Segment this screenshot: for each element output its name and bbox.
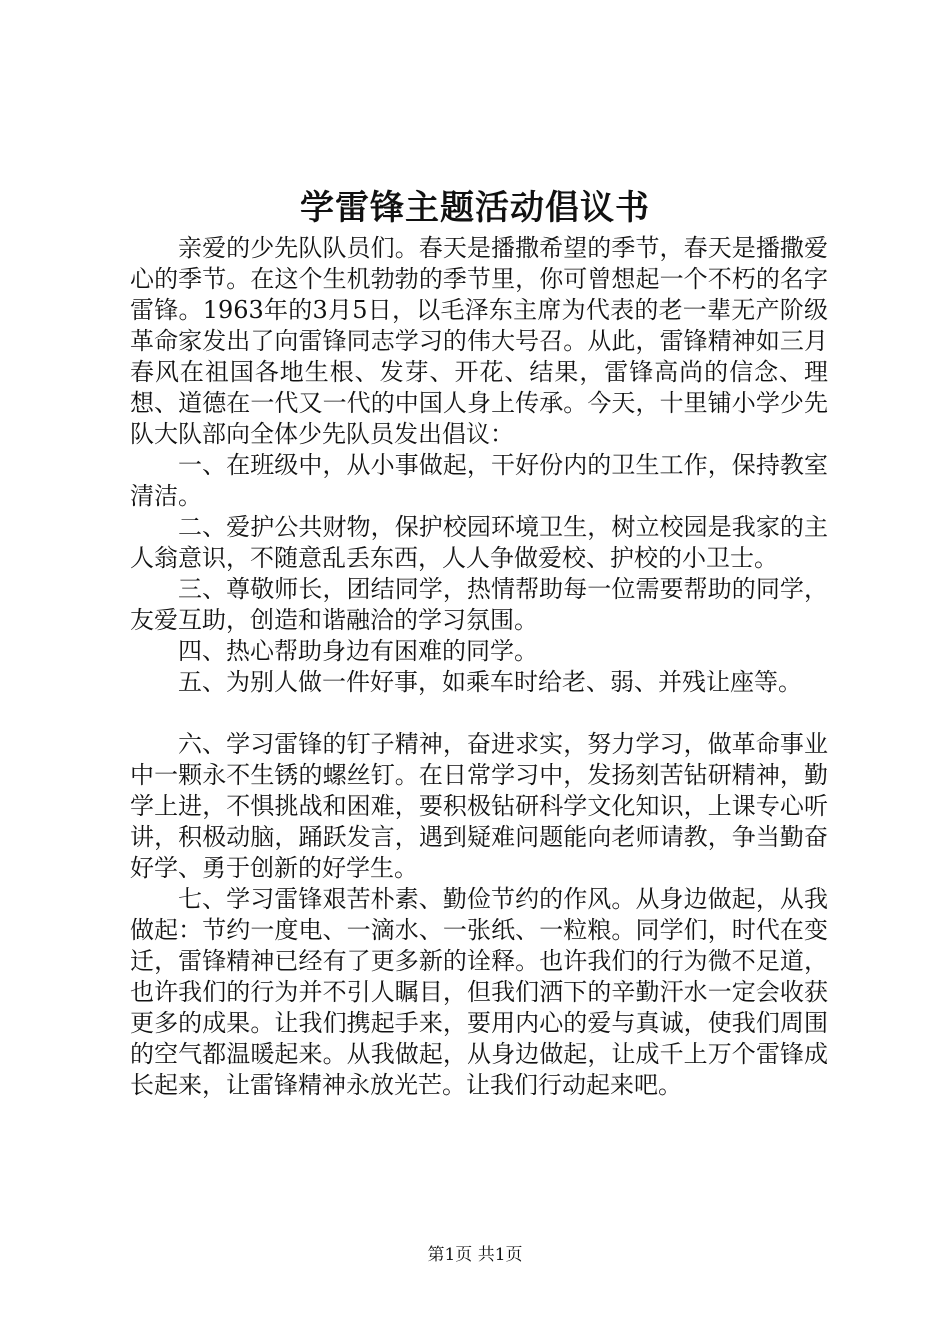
document-body — [130, 233, 828, 1101]
paragraph-intro: 亲爱的少先队队员们。春天是播撒希望的季节，春天是播撒爱心的季节。在这个生机勃勃的季节里，你可曾想起一个不朽的名字雷锋。1963年的3月5日，以毛泽东主席为代表的老一辈无产阶级革命家发出了向雷锋同志学习的伟大号召。从此，雷锋精神如三月春风在祖国各地生根、发芽、开花、结果，雷锋高尚的信念、理想、道德在一代又一代的中国人身上传承。今天，十里铺小学少先队大队部向全体少先队员发出倡议： — [130, 234, 828, 448]
paragraph-item-1: 一、在班级中，从小事做起，干好份内的卫生工作，保持教室清洁。 — [130, 451, 828, 510]
paragraph-item-5: 五、为别人做一件好事，如乘车时给老、弱、并残让座等。 — [178, 668, 802, 696]
document-title: 学雷锋主题活动倡议书 — [300, 188, 650, 228]
page-footer: 第1页 共1页 — [427, 1245, 523, 1265]
paragraph-item-6: 六、学习雷锋的钉子精神，奋进求实，努力学习，做革命事业中一颗永不生锈的螺丝钉。在日常学习中，发扬刻苦钻研精神，勤学上进，不惧挑战和困难，要积极钻研科学文化知识，上课专心听讲，积极动脑，踊跃发言，遇到疑难问题能向老师请教，争当勤奋好学、勇于创新的好学生。 — [130, 730, 828, 882]
paragraph-item-2: 二、爱护公共财物，保护校园环境卫生，树立校园是我家的主人翁意识，不随意乱丢东西，人人争做爱校、护校的小卫士。 — [130, 513, 828, 572]
paragraph-item-3: 三、尊敬师长，团结同学，热情帮助每一位需要帮助的同学，友爱互助，创造和谐融洽的学习氛围。 — [130, 575, 828, 634]
paragraph-item-7: 七、学习雷锋艰苦朴素、勤俭节约的作风。从身边做起，从我做起：节约一度电、一滴水、一张纸、一粒粮。同学们，时代在变迁，雷锋精神已经有了更多新的诠释。也许我们的行为微不足道，也许我们的行为并不引人瞩目，但我们洒下的辛勤汗水一定会收获更多的成果。让我们携起手来，要用内心的爱与真诚，使我们周围的空气都温暖起来。从我做起，从身边做起，让成千上万个雷锋成长起来，让雷锋精神永放光芒。让我们行动起来吧。 — [130, 885, 828, 1099]
paragraph-item-4: 四、热心帮助身边有困难的同学。 — [178, 637, 538, 665]
